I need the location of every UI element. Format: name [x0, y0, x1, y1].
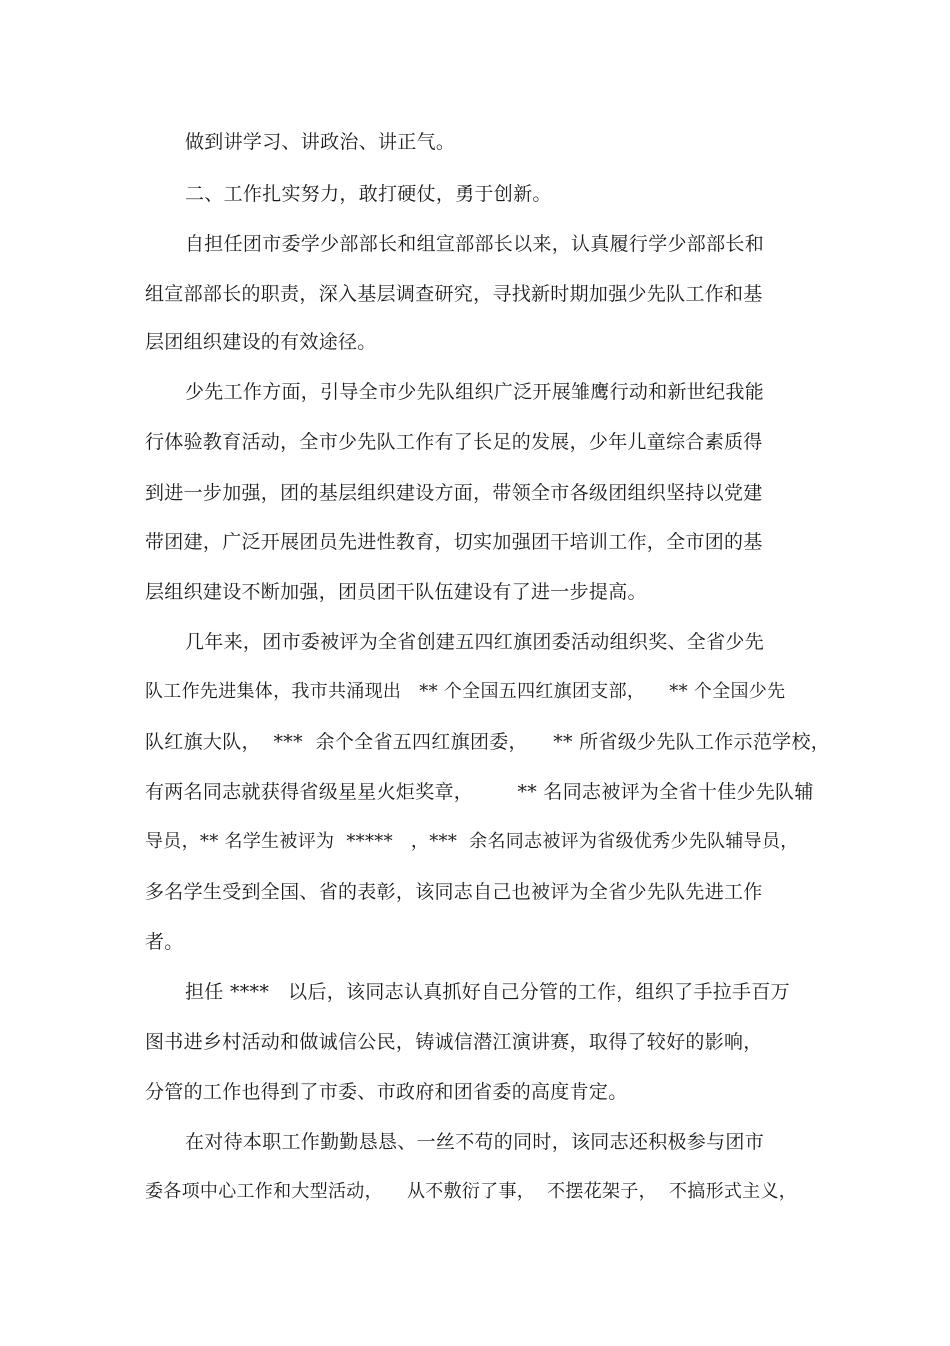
text-line: 行体验教育活动，全市少先队工作有了长足的发展，少年儿童综合素质得: [145, 431, 763, 453]
text-line: 有两名同志就获得省级星星火炬奖章， ** 名同志被评为全省十佳少先队辅: [145, 781, 814, 803]
text-line: 少先工作方面，引导全市少先队组织广泛开展雏鹰行动和新世纪我能: [185, 381, 765, 403]
section-heading: 二、工作扎实努力，敢打硬仗，勇于创新。: [185, 183, 552, 205]
text-line: 图书进乡村活动和做诚信公民，铸诚信潜江演讲赛，取得了较好的影响，: [145, 1031, 763, 1053]
text-line: 组宣部部长的职责，深入基层调查研究，寻找新时期加强少先队工作和基: [145, 283, 763, 305]
text-line: 分管的工作也得到了市委、市政府和团省委的高度肯定。: [145, 1081, 628, 1103]
text-line: 层团组织建设的有效途径。: [145, 331, 377, 353]
text-line: 者。: [145, 931, 184, 953]
text-line: 队红旗大队， *** 余个全省五四红旗团委， ** 所省级少先队工作示范学校，: [145, 731, 831, 753]
text-line: 委各项中心工作和大型活动， 从不敷衍了事， 不摆花架子， 不搞形式主义，: [145, 1181, 798, 1202]
text-line: 队工作先进集体，我市共涌现出 ** 个全国五四红旗团支部， ** 个全国少先: [145, 681, 786, 702]
text-line: 多名学生受到全国、省的表彰，该同志自己也被评为全省少先队先进工作: [145, 881, 763, 903]
text-line: 做到讲学习、讲政治、讲正气。: [185, 131, 456, 153]
text-line: 在对待本职工作勤勤恳恳、一丝不苟的同时，该同志还积极参与团市: [185, 1131, 765, 1153]
text-line: 自担任团市委学少部部长和组宣部部长以来，认真履行学少部部长和: [185, 233, 765, 255]
text-line: 导员，** 名学生被评为 ***** ，*** 余名同志被评为省级优秀少先队辅导员，: [145, 831, 799, 852]
text-line: 担任 **** 以后，该同志认真抓好自己分管的工作，组织了手拉手百万: [185, 981, 790, 1003]
text-line: 几年来，团市委被评为全省创建五四红旗团委活动组织奖、全省少先: [185, 631, 765, 653]
text-line: 层组织建设不断加强，团员团干队伍建设有了进一步提高。: [145, 581, 647, 603]
text-line: 到进一步加强，团的基层组织建设方面，带领全市各级团组织坚持以党建: [145, 482, 763, 504]
text-line: 带团建，广泛开展团员先进性教育，切实加强团干培训工作，全市团的基: [145, 531, 763, 553]
